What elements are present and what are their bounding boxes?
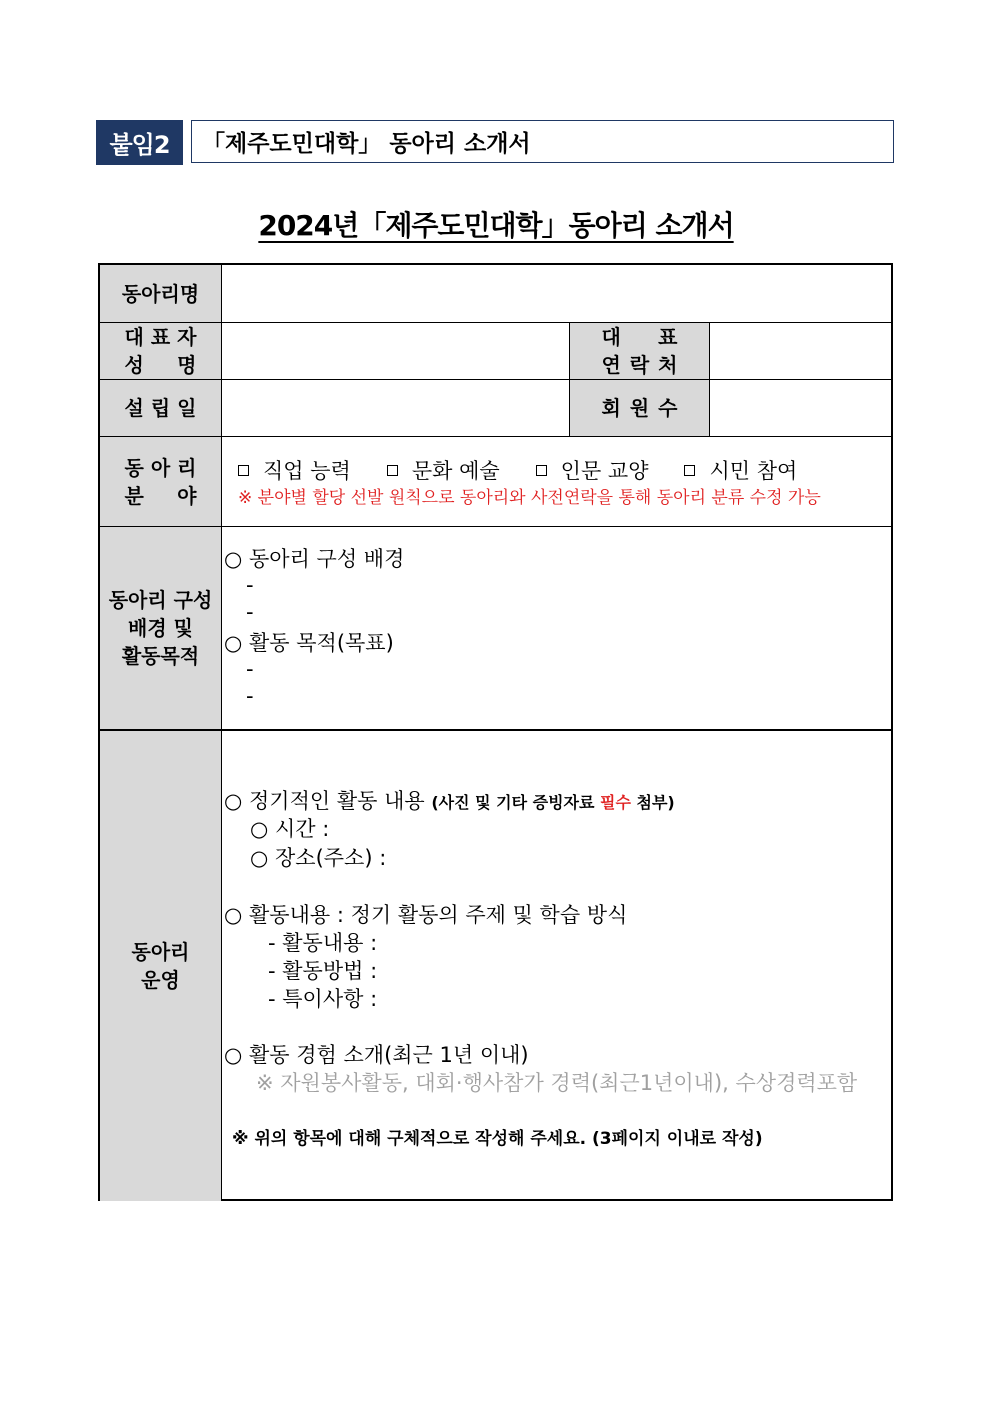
field-option-label: 문화 예술 [411,459,500,483]
goal-dash-1: - [246,657,254,681]
purpose-label-line2: 배경 및 [128,616,193,640]
field-option-label: 시민 참여 [709,459,798,483]
club-field-label-line2 [125,482,197,510]
members-label-line [602,394,678,422]
members-field[interactable] [710,380,891,436]
label-char: 대 [124,325,144,349]
club-field-options [222,437,891,526]
label-char: 락 [629,353,650,377]
row-operations [100,730,891,1201]
experience-heading: ○ 활동 경험 소개(최근 1년 이내) [224,1043,529,1067]
checkbox-icon[interactable] [536,465,547,476]
regular-activity-note-end: 첨부) [630,793,675,812]
label-char: 동 [124,455,144,480]
header-title: 「제주도민대학」 동아리 소개서 [202,131,531,157]
founded-label [100,380,222,436]
background-heading: ○ 동아리 구성 배경 [224,547,405,571]
label-char: 립 [150,396,171,420]
rep-name-label [100,323,222,379]
field-option-job[interactable] [238,455,351,485]
label-char: 표 [150,325,171,349]
club-field-label-line1 [125,454,197,482]
label-char: 아 [150,455,171,480]
activity-content-item: - 활동내용 : [268,931,378,955]
purpose-label-line1: 동아리 구성 [108,588,213,612]
row-club-field [100,437,891,527]
rep-contact-field[interactable] [710,323,891,379]
label-char: 명 [177,353,197,377]
rep-contact-label [569,323,710,379]
attachment-badge: 붙임2 [96,120,183,165]
goal-heading: ○ 활동 목적(목표) [224,631,394,655]
label-char: 원 [629,396,650,420]
header-title-box [191,120,894,163]
activity-content-heading: ○ 활동내용 : 정기 활동의 주제 및 학습 방식 [224,903,628,927]
club-field-label [100,437,222,526]
label-char: 야 [177,483,197,508]
operations-content[interactable] [222,731,891,1201]
club-name-label-text: 동아리명 [121,281,200,306]
founded-field[interactable] [222,380,569,436]
background-dash-1: - [246,573,254,597]
row-representative [100,323,891,380]
document-title-text: 2024년「제주도민대학」동아리 소개서 [258,209,734,242]
activity-method-item: - 활동방법 : [268,959,378,983]
field-option-label: 인문 교양 [560,459,649,483]
label-char: 수 [658,396,678,420]
operations-label-line1: 동아리 [131,940,190,964]
operations-label [100,731,222,1201]
label-char: 설 [124,396,144,420]
row-club-name [100,265,891,323]
final-note: ※ 위의 항목에 대해 구체적으로 작성해 주세요. (3페이지 이내로 작성) [232,1129,763,1149]
checkbox-icon[interactable] [387,465,398,476]
label-char: 분 [124,483,144,508]
rep-name-label-line1 [125,323,197,351]
background-dash-2: - [246,600,254,624]
field-option-citizen[interactable] [684,455,797,485]
experience-note: ※ 자원봉사활동, 대회·행사참가 경력(최근1년이내), 수상경력포함 [256,1071,858,1095]
club-name-label [100,265,222,322]
row-purpose [100,527,891,730]
regular-activity-heading [224,785,675,815]
label-char: 회 [601,396,621,420]
checkbox-icon[interactable] [684,465,695,476]
rep-contact-label-line2 [602,351,678,379]
field-option-culture[interactable] [387,455,500,485]
label-char: 대 [601,325,621,349]
club-intro-form [98,263,893,1201]
field-option-label: 직업 능력 [263,459,351,483]
field-checkbox-group [238,455,797,485]
operations-label-line2: 운영 [141,968,180,992]
document-title [0,204,992,244]
activity-special-item: - 특이사항 : [268,987,378,1011]
members-label [569,380,710,436]
label-char: 연 [601,353,621,377]
checkbox-icon[interactable] [238,465,249,476]
label-char: 리 [177,455,197,480]
founded-label-line [125,394,197,422]
place-item: ○ 장소(주소) : [250,846,387,870]
purpose-label-line3: 활동목적 [121,644,200,668]
label-char: 표 [658,325,678,349]
goal-dash-2: - [246,684,254,708]
rep-name-label-line2 [125,351,197,379]
club-name-field[interactable] [222,265,891,322]
rep-contact-label-line1 [602,323,678,351]
regular-activity-text: ○ 정기적인 활동 내용 [224,789,432,813]
purpose-label [100,527,222,729]
regular-activity-note: (사진 및 기타 증빙자료 [431,793,601,812]
row-founded [100,380,891,437]
label-char: 처 [658,353,678,377]
purpose-content[interactable] [222,527,891,729]
rep-name-field[interactable] [222,323,569,379]
label-char: 자 [177,325,197,349]
label-char: 일 [177,396,197,420]
time-item: ○ 시간 : [250,817,330,841]
required-mark: 필수 [600,793,631,812]
label-char: 성 [124,353,144,377]
field-option-humanities[interactable] [536,455,649,485]
field-note: ※ 분야별 할당 선발 원칙으로 동아리와 사전연락을 통해 동아리 분류 수정 가능 [238,488,821,508]
